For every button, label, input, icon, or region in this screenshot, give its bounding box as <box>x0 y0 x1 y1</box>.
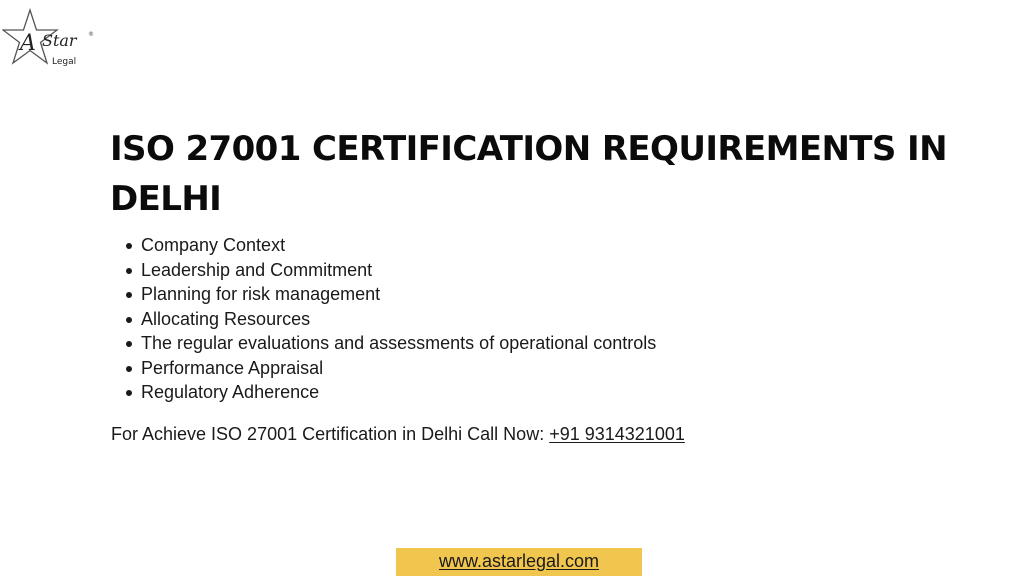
requirements-list <box>110 233 656 405</box>
logo-brand-name: Star <box>42 31 77 50</box>
requirement-item: Regulatory Adherence <box>141 380 656 405</box>
page-title: ISO 27001 CERTIFICATION REQUIREMENTS IN DELHI <box>110 129 947 219</box>
requirement-item: The regular evaluations and assessments of operational controls <box>141 331 656 356</box>
website-link[interactable]: www.astarlegal.com <box>438 551 600 571</box>
logo-initial: A <box>20 31 36 56</box>
requirement-item: Performance Appraisal <box>141 356 656 381</box>
registered-mark: ® <box>88 31 94 38</box>
logo-tagline: Legal <box>52 57 77 67</box>
star-outline-icon <box>2 6 98 70</box>
cta-text: For Achieve ISO 27001 Certification in Delhi Call Now: <box>111 424 550 444</box>
website-banner <box>396 548 642 576</box>
call-to-action <box>111 422 685 446</box>
astar-legal-logo <box>2 6 98 70</box>
requirement-item: Planning for risk management <box>141 282 656 307</box>
phone-link[interactable]: +91 9314321001 <box>549 424 685 444</box>
requirement-item: Allocating Resources <box>141 307 656 332</box>
requirement-item: Leadership and Commitment <box>141 258 656 283</box>
requirement-item: Company Context <box>141 233 656 258</box>
